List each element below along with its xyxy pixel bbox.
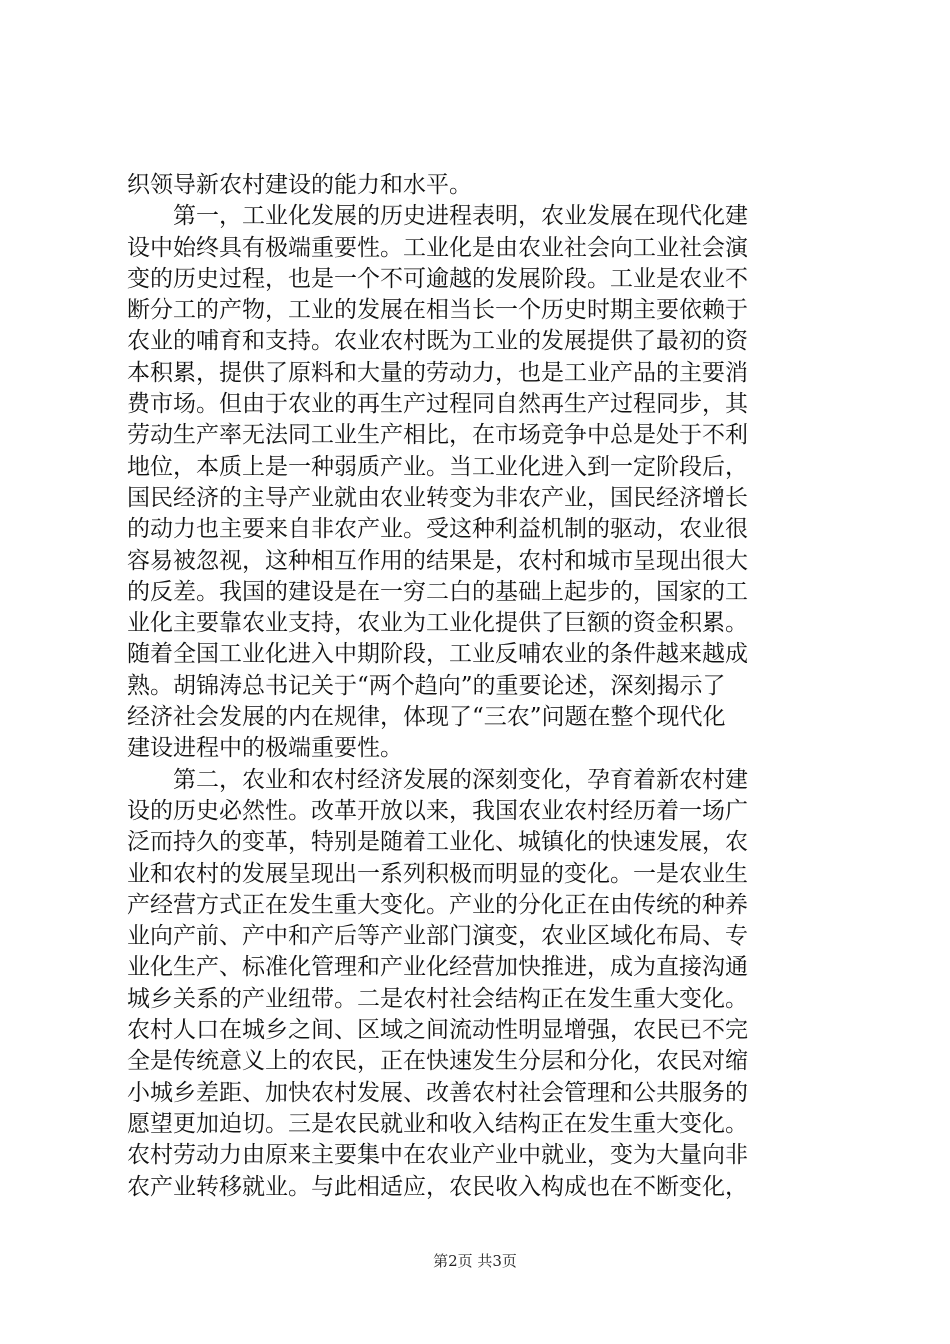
text-line: 织领导新农村建设的能力和水平。 <box>127 172 472 198</box>
text-line: 变的历史过程，也是一个不可逾越的发展阶段。工业是农业不 <box>127 265 748 292</box>
text-line: 的反差。我国的建设是在一穷二白的基础上起步的，国家的工 <box>127 578 748 605</box>
text-line: 农村人口在城乡之间、区域之间流动性明显增强，农民已不完 <box>127 1017 748 1044</box>
text-line: 业向产前、产中和产后等产业部门演变，农业区域化布局、专 <box>127 923 748 950</box>
text-line: 经济社会发展的内在规律，体现了“三农”问题在整个现代化 <box>127 704 726 731</box>
text-line: 地位，本质上是一种弱质产业。当工业化进入到一定阶段后， <box>127 453 748 480</box>
text-line: 泛而持久的变革，特别是随着工业化、城镇化的快速发展，农 <box>127 829 748 856</box>
text-line: 设的历史必然性。改革开放以来，我国农业农村经历着一场广 <box>127 797 748 824</box>
text-line: 第二，农业和农村经济发展的深刻变化，孕育着新农村建 <box>173 766 748 793</box>
text-line: 设中始终具有极端重要性。工业化是由农业社会向工业社会演 <box>127 234 748 261</box>
text-line: 劳动生产率无法同工业生产相比，在市场竞争中总是处于不利 <box>127 422 748 449</box>
text-line: 全是传统意义上的农民，正在快速发生分层和分化，农民对缩 <box>127 1048 748 1075</box>
document-body <box>127 170 827 1203</box>
text-line: 小城乡差距、加快农村发展、改善农村社会管理和公共服务的 <box>127 1079 748 1106</box>
text-line: 农产业转移就业。与此相适应，农民收入构成也在不断变化， <box>127 1173 748 1200</box>
text-line: 业和农村的发展呈现出一系列积极而明显的变化。一是农业生 <box>127 860 748 887</box>
page-number-indicator: 第2页 共3页 <box>433 1252 517 1270</box>
text-line: 农业的哺育和支持。农业农村既为工业的发展提供了最初的资 <box>127 328 748 355</box>
text-line: 费市场。但由于农业的再生产过程同自然再生产过程同步，其 <box>127 391 748 418</box>
text-line: 国民经济的主导产业就由农业转变为非农产业，国民经济增长 <box>127 484 748 511</box>
text-line: 产经营方式正在发生重大变化。产业的分化正在由传统的种养 <box>127 891 748 918</box>
text-line: 熟。胡锦涛总书记关于“两个趋向”的重要论述，深刻揭示了 <box>127 672 726 699</box>
text-line: 城乡关系的产业纽带。二是农村社会结构正在发生重大变化。 <box>127 985 748 1012</box>
text-line: 建设进程中的极端重要性。 <box>127 735 403 762</box>
text-line: 业化生产、标准化管理和产业化经营加快推进，成为直接沟通 <box>127 954 748 981</box>
text-line: 随着全国工业化进入中期阶段，工业反哺农业的条件越来越成 <box>127 641 748 668</box>
text-line: 业化主要靠农业支持，农业为工业化提供了巨额的资金积累。 <box>127 610 748 637</box>
text-line: 农村劳动力由原来主要集中在农业产业中就业，变为大量向非 <box>127 1142 748 1169</box>
page-footer <box>0 1250 950 1271</box>
text-line: 容易被忽视，这种相互作用的结果是，农村和城市呈现出很大 <box>127 547 748 574</box>
text-line: 断分工的产物，工业的发展在相当长一个历史时期主要依赖于 <box>127 297 748 324</box>
text-line: 第一，工业化发展的历史进程表明，农业发展在现代化建 <box>173 203 748 230</box>
text-line: 的动力也主要来自非农产业。受这种利益机制的驱动，农业很 <box>127 516 748 543</box>
text-line: 本积累，提供了原料和大量的劳动力，也是工业产品的主要消 <box>127 359 748 386</box>
text-line: 愿望更加迫切。三是农民就业和收入结构正在发生重大变化。 <box>127 1110 748 1137</box>
